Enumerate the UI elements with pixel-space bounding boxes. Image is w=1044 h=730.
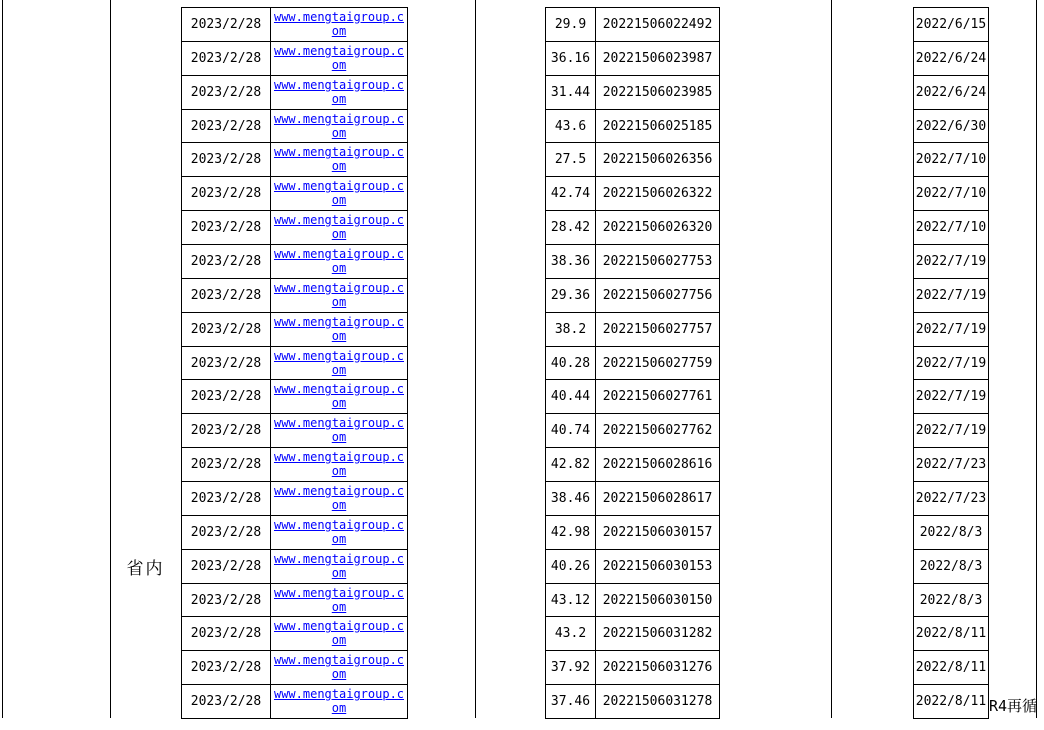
url-line2: om [331,328,347,343]
table-row [182,143,408,177]
mengtai-link[interactable] [274,315,404,343]
url-line2: om [331,565,347,580]
url-line2: om [331,464,347,479]
table-row [914,583,989,617]
url-cell [271,685,408,719]
table-row [914,245,989,279]
mengtai-link[interactable] [274,213,404,241]
publish-date-cell: 2022/6/24 [914,75,989,109]
divider-after-url-table [475,0,476,718]
table-row [182,109,408,143]
update-date-cell: 2023/2/28 [182,515,271,549]
table-row [546,515,720,549]
table-row [914,651,989,685]
mengtai-link[interactable] [274,112,404,140]
update-date-cell: 2023/2/28 [182,177,271,211]
url-line1: www.mengtaigroup.c [273,247,405,262]
url-line2: om [331,396,347,411]
mengtai-link[interactable] [274,586,404,614]
url-cell [271,109,408,143]
mengtai-link[interactable] [274,145,404,173]
publish-date-cell: 2022/6/15 [914,8,989,42]
table-row [546,482,720,516]
publish-date-cell: 2022/7/19 [914,245,989,279]
value-cell: 40.28 [546,346,596,380]
value-cell: 38.36 [546,245,596,279]
url-line1: www.mengtaigroup.c [273,382,405,397]
update-date-cell: 2023/2/28 [182,211,271,245]
table-row [914,549,989,583]
url-cell [271,41,408,75]
url-line2: om [331,531,347,546]
table-row [546,617,720,651]
record-id-cell: 20221506027753 [596,245,720,279]
update-date-cell: 2023/2/28 [182,312,271,346]
record-id-cell: 20221506026356 [596,143,720,177]
value-cell: 27.5 [546,143,596,177]
record-id-cell: 20221506023987 [596,41,720,75]
mengtai-link[interactable] [274,653,404,681]
mengtai-link[interactable] [274,44,404,72]
publish-date-cell: 2022/8/11 [914,617,989,651]
table-row [546,41,720,75]
table-row [546,448,720,482]
table-row [914,448,989,482]
update-date-cell: 2023/2/28 [182,414,271,448]
url-line1: www.mengtaigroup.c [273,551,405,566]
update-date-cell: 2023/2/28 [182,75,271,109]
table-row [546,75,720,109]
mengtai-link[interactable] [274,179,404,207]
url-cell [271,414,408,448]
url-cell [271,143,408,177]
value-cell: 37.46 [546,685,596,719]
url-line1: www.mengtaigroup.c [273,348,405,363]
table-row [914,685,989,719]
table-row [182,515,408,549]
value-cell: 38.2 [546,312,596,346]
publish-date-cell: 2022/7/19 [914,380,989,414]
url-line2: om [331,498,347,513]
update-date-cell: 2023/2/28 [182,549,271,583]
publish-date-cell: 2022/7/19 [914,414,989,448]
url-cell [271,651,408,685]
table-row [546,380,720,414]
url-cell [271,312,408,346]
table-row [546,211,720,245]
table-row [182,651,408,685]
mengtai-link[interactable] [274,281,404,309]
publish-date-cell: 2022/7/19 [914,312,989,346]
url-line1: www.mengtaigroup.c [273,450,405,465]
mengtai-link[interactable] [274,687,404,715]
url-cell [271,380,408,414]
url-line1: www.mengtaigroup.c [273,280,405,295]
url-line2: om [331,193,347,208]
table-row [546,312,720,346]
value-cell: 42.82 [546,448,596,482]
mengtai-link[interactable] [274,382,404,410]
publish-date-cell: 2022/8/3 [914,549,989,583]
url-line1: www.mengtaigroup.c [273,585,405,600]
url-line1: www.mengtaigroup.c [273,484,405,499]
url-line2: om [331,362,347,377]
table-row [182,617,408,651]
region-label: 省内 [126,558,165,579]
publish-date-cell: 2022/8/3 [914,583,989,617]
table-row [182,312,408,346]
url-line2: om [331,294,347,309]
record-id-cell: 20221506027761 [596,380,720,414]
value-cell: 40.26 [546,549,596,583]
value-cell: 40.74 [546,414,596,448]
mengtai-link[interactable] [274,518,404,546]
publish-date-cell: 2022/6/24 [914,41,989,75]
record-id-cell: 20221506026322 [596,177,720,211]
table-row [546,414,720,448]
value-cell: 43.2 [546,617,596,651]
url-cell [271,75,408,109]
url-line2: om [331,701,347,716]
mengtai-link[interactable] [274,10,404,38]
record-id-cell: 20221506030157 [596,515,720,549]
table-row [182,414,408,448]
table-row [914,41,989,75]
value-cell: 36.16 [546,41,596,75]
url-cell [271,245,408,279]
value-cell: 42.74 [546,177,596,211]
table-row [182,583,408,617]
update-date-cell: 2023/2/28 [182,482,271,516]
url-line1: www.mengtaigroup.c [273,145,405,160]
table-row [914,312,989,346]
url-line1: www.mengtaigroup.c [273,619,405,634]
table-row [914,109,989,143]
table-row [182,75,408,109]
value-cell: 29.36 [546,278,596,312]
publish-date-table [913,7,989,719]
url-line2: om [331,261,347,276]
mengtai-link[interactable] [274,484,404,512]
update-date-cell: 2023/2/28 [182,617,271,651]
mengtai-link[interactable] [274,552,404,580]
url-cell [271,211,408,245]
table-row [182,245,408,279]
region-column-divider [110,0,111,718]
mengtai-link[interactable] [274,450,404,478]
table-row [182,685,408,719]
url-cell [271,448,408,482]
table-row [914,617,989,651]
url-line1: www.mengtaigroup.c [273,179,405,194]
table-row [182,41,408,75]
update-date-cell: 2023/2/28 [182,583,271,617]
table-row [546,177,720,211]
corner-note: R4再循 [989,697,1038,715]
url-cell [271,177,408,211]
page-left-border [2,0,3,718]
value-cell: 37.92 [546,651,596,685]
update-date-cell: 2023/2/28 [182,41,271,75]
record-id-cell: 20221506027759 [596,346,720,380]
url-line1: www.mengtaigroup.c [273,517,405,532]
mengtai-link[interactable] [274,416,404,444]
publish-date-cell: 2022/6/30 [914,109,989,143]
publish-date-cell: 2022/7/19 [914,278,989,312]
url-line2: om [331,24,347,38]
url-cell [271,549,408,583]
url-cell [271,278,408,312]
url-line1: www.mengtaigroup.c [273,213,405,228]
table-row [546,8,720,42]
record-id-cell: 20221506028616 [596,448,720,482]
url-line2: om [331,159,347,174]
table-row [546,685,720,719]
table-row [914,75,989,109]
record-id-cell: 20221506031276 [596,651,720,685]
update-date-cell: 2023/2/28 [182,346,271,380]
url-line2: om [331,633,347,648]
table-row [182,549,408,583]
url-line2: om [331,91,347,106]
table-row [914,482,989,516]
url-cell [271,346,408,380]
publish-date-cell: 2022/7/10 [914,177,989,211]
update-date-cell: 2023/2/28 [182,245,271,279]
publish-date-cell: 2022/8/11 [914,651,989,685]
url-line2: om [331,430,347,445]
url-line1: www.mengtaigroup.c [273,314,405,329]
value-cell: 28.42 [546,211,596,245]
table-row [546,278,720,312]
url-line1: www.mengtaigroup.c [273,687,405,702]
update-date-cell: 2023/2/28 [182,685,271,719]
update-date-cell: 2023/2/28 [182,143,271,177]
publish-date-cell: 2022/7/19 [914,346,989,380]
table-row [914,380,989,414]
value-cell: 43.6 [546,109,596,143]
value-cell: 40.44 [546,380,596,414]
update-date-cell: 2023/2/28 [182,109,271,143]
value-id-table [545,7,720,719]
record-id-cell: 20221506027756 [596,278,720,312]
record-id-cell: 20221506027757 [596,312,720,346]
url-line1: www.mengtaigroup.c [273,416,405,431]
record-id-cell: 20221506023985 [596,75,720,109]
update-date-cell: 2023/2/28 [182,448,271,482]
publish-date-cell: 2022/7/10 [914,143,989,177]
mengtai-link[interactable] [274,349,404,377]
url-cell [271,617,408,651]
update-date-cell: 2023/2/28 [182,8,271,42]
publish-date-cell: 2022/7/23 [914,482,989,516]
url-line2: om [331,125,347,140]
table-row [182,346,408,380]
record-id-cell: 20221506031282 [596,617,720,651]
record-id-cell: 20221506022492 [596,8,720,42]
url-line2: om [331,667,347,682]
publish-date-cell: 2022/7/23 [914,448,989,482]
record-id-cell: 20221506025185 [596,109,720,143]
table-row [546,651,720,685]
table-row [546,143,720,177]
url-line1: www.mengtaigroup.c [273,653,405,668]
publish-date-cell: 2022/7/10 [914,211,989,245]
update-date-cell: 2023/2/28 [182,380,271,414]
url-line2: om [331,57,347,72]
table-row [914,515,989,549]
table-row [182,211,408,245]
url-cell [271,515,408,549]
value-cell: 43.12 [546,583,596,617]
table-row [914,414,989,448]
record-id-cell: 20221506031278 [596,685,720,719]
table-row [182,380,408,414]
url-line2: om [331,227,347,242]
table-row [546,549,720,583]
table-row [546,245,720,279]
table-row [914,177,989,211]
record-id-cell: 20221506026320 [596,211,720,245]
url-line1: www.mengtaigroup.c [273,10,405,24]
update-date-cell: 2023/2/28 [182,651,271,685]
url-cell [271,583,408,617]
url-cell [271,8,408,42]
table-row [546,346,720,380]
table-row [914,278,989,312]
table-row [914,346,989,380]
table-row [914,8,989,42]
value-cell: 29.9 [546,8,596,42]
record-id-cell: 20221506030153 [596,549,720,583]
record-id-cell: 20221506028617 [596,482,720,516]
table-row [914,211,989,245]
table-row [546,583,720,617]
publish-date-cell: 2022/8/3 [914,515,989,549]
update-date-url-table [181,7,408,719]
table-row [182,278,408,312]
table-row [182,177,408,211]
url-line1: www.mengtaigroup.c [273,77,405,92]
divider-after-id-table [831,0,832,718]
table-row [914,143,989,177]
publish-date-cell: 2022/8/11 [914,685,989,719]
table-row [182,448,408,482]
update-date-cell: 2023/2/28 [182,278,271,312]
url-line1: www.mengtaigroup.c [273,111,405,126]
url-cell [271,482,408,516]
page-right-border [1036,0,1037,718]
value-cell: 42.98 [546,515,596,549]
url-line2: om [331,599,347,614]
mengtai-link[interactable] [274,247,404,275]
value-cell: 31.44 [546,75,596,109]
table-row [182,482,408,516]
url-line1: www.mengtaigroup.c [273,43,405,58]
mengtai-link[interactable] [274,78,404,106]
table-row [182,8,408,42]
mengtai-link[interactable] [274,619,404,647]
value-cell: 38.46 [546,482,596,516]
record-id-cell: 20221506030150 [596,583,720,617]
record-id-cell: 20221506027762 [596,414,720,448]
table-row [546,109,720,143]
